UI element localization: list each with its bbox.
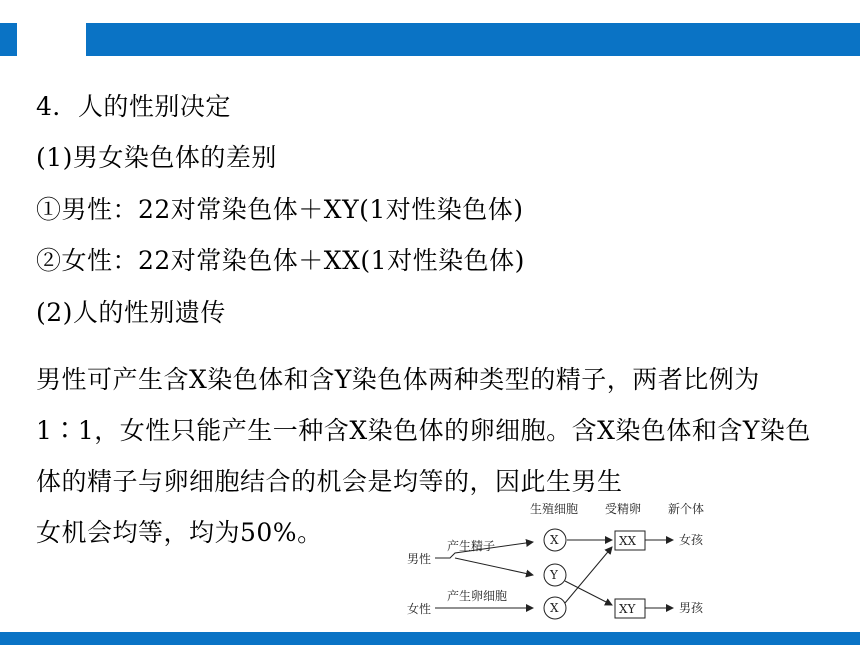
footer-accent-bar bbox=[0, 632, 860, 645]
label-germ-cells: 生殖细胞 bbox=[530, 502, 579, 516]
arrow-to-y-sperm bbox=[455, 558, 533, 575]
header-accent-bar bbox=[86, 23, 860, 56]
paragraph-body: 男性可产生含X染色体和含Y染色体两种类型的精子，两者比例为1∶1，女性只能产生一种含X染色体的卵细胞。含X染色体和含Y染色体的精子与卵细胞结合的机会是均等的，因此生男生 bbox=[36, 365, 811, 496]
paragraph-tail: 女机会均等，均为50%。 bbox=[36, 518, 323, 547]
female-chromosomes: ②女性：22对常染色体＋XX(1对性染色体) bbox=[36, 246, 525, 275]
zygote-xy-label: XY bbox=[619, 602, 636, 616]
egg-x-label: X bbox=[550, 601, 559, 615]
zygote-xx-label: XX bbox=[619, 534, 637, 548]
label-new-individual: 新个体 bbox=[668, 502, 705, 516]
section-heading: 4．人的性别决定 bbox=[36, 92, 231, 121]
sex-determination-diagram bbox=[395, 495, 735, 625]
label-produce-sperm: 产生精子 bbox=[447, 539, 496, 553]
label-female: 女性 bbox=[407, 602, 432, 616]
header-accent-left bbox=[0, 23, 17, 56]
subheading-sex-inheritance: (2)人的性别遗传 bbox=[36, 298, 226, 327]
sperm-x-label: X bbox=[550, 533, 559, 547]
sperm-y-label: Y bbox=[550, 568, 558, 582]
subheading-chromosome-difference: (1)男女染色体的差别 bbox=[36, 143, 277, 172]
label-fertilized-egg: 受精卵 bbox=[605, 502, 642, 516]
label-boy: 男孩 bbox=[679, 601, 704, 615]
male-chromosomes: ①男性：22对常染色体＋XY(1对性染色体) bbox=[36, 195, 524, 224]
label-male: 男性 bbox=[407, 552, 432, 566]
label-girl: 女孩 bbox=[679, 533, 704, 547]
arrow-egg-to-xx bbox=[565, 547, 612, 603]
label-produce-egg: 产生卵细胞 bbox=[447, 589, 508, 603]
arrow-y-to-xy bbox=[565, 581, 612, 605]
